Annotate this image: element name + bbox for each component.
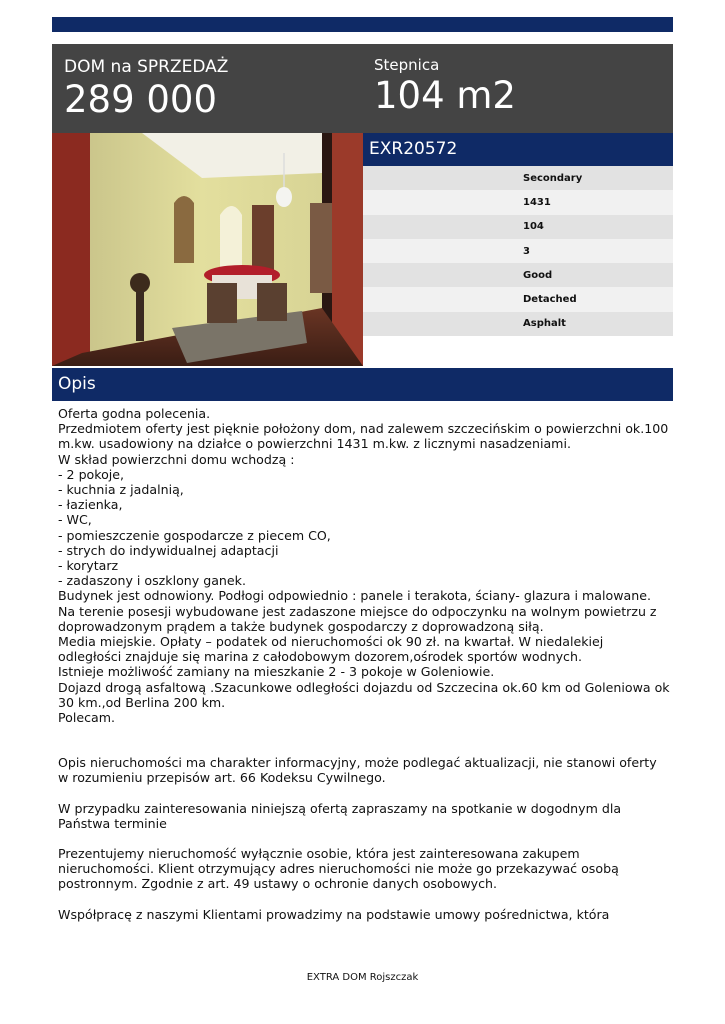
attribute-value: Asphalt <box>523 318 566 330</box>
price: 289 000 <box>64 78 218 121</box>
listing-code: EXR20572 <box>363 133 673 166</box>
attribute-value: 1431 <box>523 196 551 208</box>
top-accent-bar <box>52 17 673 32</box>
property-type: DOM na SPRZEDAŻ <box>64 57 229 77</box>
location: Stepnica <box>374 56 440 74</box>
description-line: Dojazd drogą asfaltową .Szacunkowe odległości dojazdu od Szczecina ok.60 km od Goleniowa ok 30 km.,od Berlina 200 km. <box>58 679 670 710</box>
description-line: - pomieszczenie gospodarcze z piecem CO, <box>58 527 331 543</box>
attribute-row <box>363 287 673 311</box>
attribute-value: 3 <box>523 245 530 257</box>
legal-notice: Opis nieruchomości ma charakter informacyjny, może podlegać aktualizacji, nie stanowi oferty w rozumieniu przepisów art. 66 Kodeksu Cywilnego. <box>58 755 657 786</box>
attribute-row <box>363 190 673 214</box>
description <box>58 406 670 922</box>
description-line: - łazienka, <box>58 497 123 513</box>
description-heading: Opis <box>52 368 673 401</box>
attribute-row <box>363 312 673 336</box>
property-photo <box>52 133 363 366</box>
attribute-value: 104 <box>523 221 544 233</box>
description-line: Oferta godna polecenia. <box>58 406 211 421</box>
footer-agency: EXTRA DOM Rojszczak <box>306 972 419 983</box>
legal-notice: W przypadku zainteresowania niniejszą ofertą zapraszamy na spotkanie w dogodnym dla Państwa terminie <box>58 800 622 831</box>
attribute-value: Secondary <box>523 172 583 184</box>
description-line: - korytarz <box>58 558 119 574</box>
attributes-table <box>363 166 673 336</box>
attribute-row <box>363 263 673 287</box>
description-line: - WC, <box>58 512 92 528</box>
description-line: - strych do indywidualnej adaptacji <box>58 542 279 558</box>
description-line: Na terenie posesji wybudowane jest zadaszone miejsce do odpoczynku na wolnym powietrzu z doprowadzonym prądem a także budynek gospodarczy z doprowadzoną siłą. <box>58 603 657 634</box>
description-line: - kuchnia z jadalnią, <box>58 482 184 498</box>
description-line: Istnieje możliwość zamiany na mieszkanie 2 - 3 pokoje w Goleniowie. <box>58 664 495 680</box>
description-line: - zadaszony i oszklony ganek. <box>58 573 246 589</box>
description-line: Media miejskie. Opłaty – podatek od nieruchomości ok 90 zł. na kwartał. W niedalekiej odległości znajduje się marina z całodobowym dozorem,ośrodek sportów wodnych. <box>58 634 604 665</box>
description-line: Przedmiotem oferty jest pięknie położony dom, nad zalewem szczecińskim o powierzchni ok.100 m.kw. usadowiony na działce o powierzchni 1431 m.kw. z licznymi nasadzeniami. <box>58 421 669 452</box>
description-line: W skład powierzchni domu wchodzą : <box>58 451 295 467</box>
legal-notice: Współpracę z naszymi Klientami prowadzimy na podstawie umowy pośrednictwa, która <box>58 906 610 922</box>
attribute-value: Good <box>523 269 553 281</box>
description-line: Budynek jest odnowiony. Podłogi odpowiednio : panele i terakota, ściany- glazura i malowane. <box>58 588 651 604</box>
legal-notice: Prezentujemy nieruchomość wyłącznie osobie, która jest zainteresowana zakupem nieruchomości. Klient otrzymujący adres nieruchomości nie może go przekazywać osobą postronnym. Zgodnie z art. 49 ustawy o ochronie danych osobowych. <box>58 846 619 892</box>
description-line: - 2 pokoje, <box>58 466 125 482</box>
attribute-row <box>363 166 673 190</box>
area: 104 m2 <box>374 74 516 117</box>
description-line: Polecam. <box>58 710 116 726</box>
attribute-value: Detached <box>523 294 577 306</box>
attribute-row <box>363 239 673 263</box>
listing-header <box>52 44 673 133</box>
attribute-row <box>363 215 673 239</box>
